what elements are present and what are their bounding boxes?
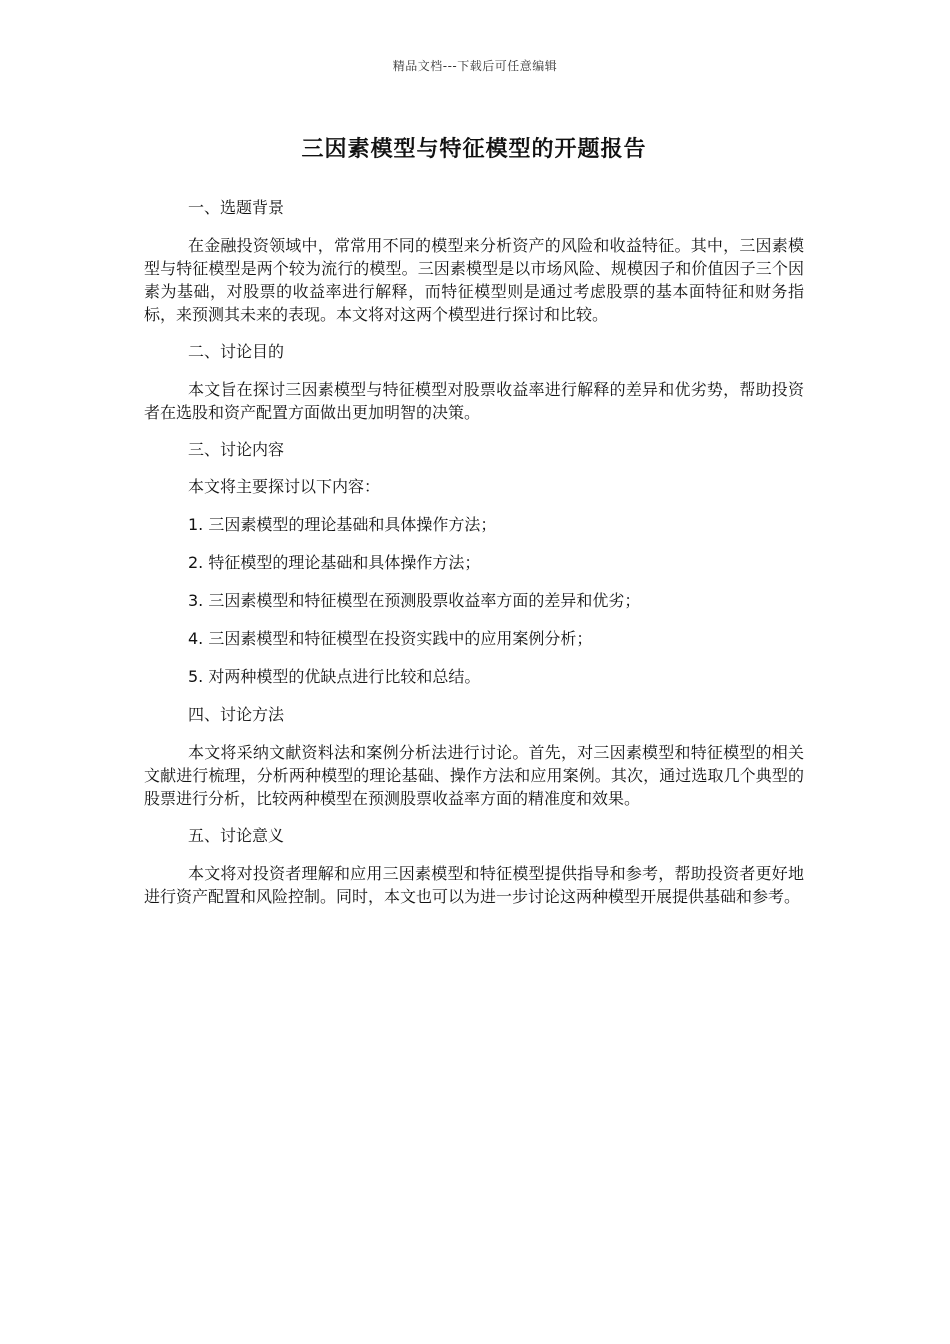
list-item: 2. 特征模型的理论基础和具体操作方法； <box>188 553 481 572</box>
section-heading: 三、讨论内容 <box>188 440 285 459</box>
section-heading: 五、讨论意义 <box>188 826 285 845</box>
section-paragraph: 在金融投资领域中，常常用不同的模型来分析资产的风险和收益特征。其中，三因素模型与特征模型是两个较为流行的模型。三因素模型是以市场风险、规模因子和价值因子三个因素为基础，对股票的收益率进行解释，而特征模型则是通过考虑股票的基本面特征和财务指标，来预测其未来的表现。本文将对这两个模型进行探讨和比较。 <box>144 236 804 324</box>
section-paragraph: 本文旨在探讨三因素模型与特征模型对股票收益率进行解释的差异和优劣势，帮助投资者在选股和资产配置方面做出更加明智的决策。 <box>144 380 804 422</box>
section-background <box>144 197 804 326</box>
section-heading: 一、选题背景 <box>188 198 285 217</box>
list-item: 1. 三因素模型的理论基础和具体操作方法； <box>188 515 497 534</box>
section-content <box>144 439 804 688</box>
list-item: 4. 三因素模型和特征模型在投资实践中的应用案例分析； <box>188 629 593 648</box>
document-body <box>144 132 804 923</box>
list-item: 3. 三因素模型和特征模型在预测股票收益率方面的差异和优劣； <box>188 591 641 610</box>
section-intro: 本文将主要探讨以下内容： <box>188 477 381 496</box>
document-title: 三因素模型与特征模型的开题报告 <box>301 137 647 162</box>
section-purpose <box>144 341 804 424</box>
section-paragraph: 本文将采纳文献资料法和案例分析法进行讨论。首先，对三因素模型和特征模型的相关文献进行梳理，分析两种模型的理论基础、操作方法和应用案例。其次，通过选取几个典型的股票进行分析，比较两种模型在预测股票收益率方面的精准度和效果。 <box>144 743 804 808</box>
section-heading: 四、讨论方法 <box>188 705 285 724</box>
section-heading: 二、讨论目的 <box>188 342 285 361</box>
section-significance <box>144 825 804 908</box>
page-header: 精品文档---下载后可任意编辑 <box>392 59 558 73</box>
list-item: 5. 对两种模型的优缺点进行比较和总结。 <box>188 667 481 686</box>
section-paragraph: 本文将对投资者理解和应用三因素模型和特征模型提供指导和参考，帮助投资者更好地进行资产配置和风险控制。同时，本文也可以为进一步讨论这两种模型开展提供基础和参考。 <box>144 864 804 906</box>
section-method <box>144 704 804 810</box>
